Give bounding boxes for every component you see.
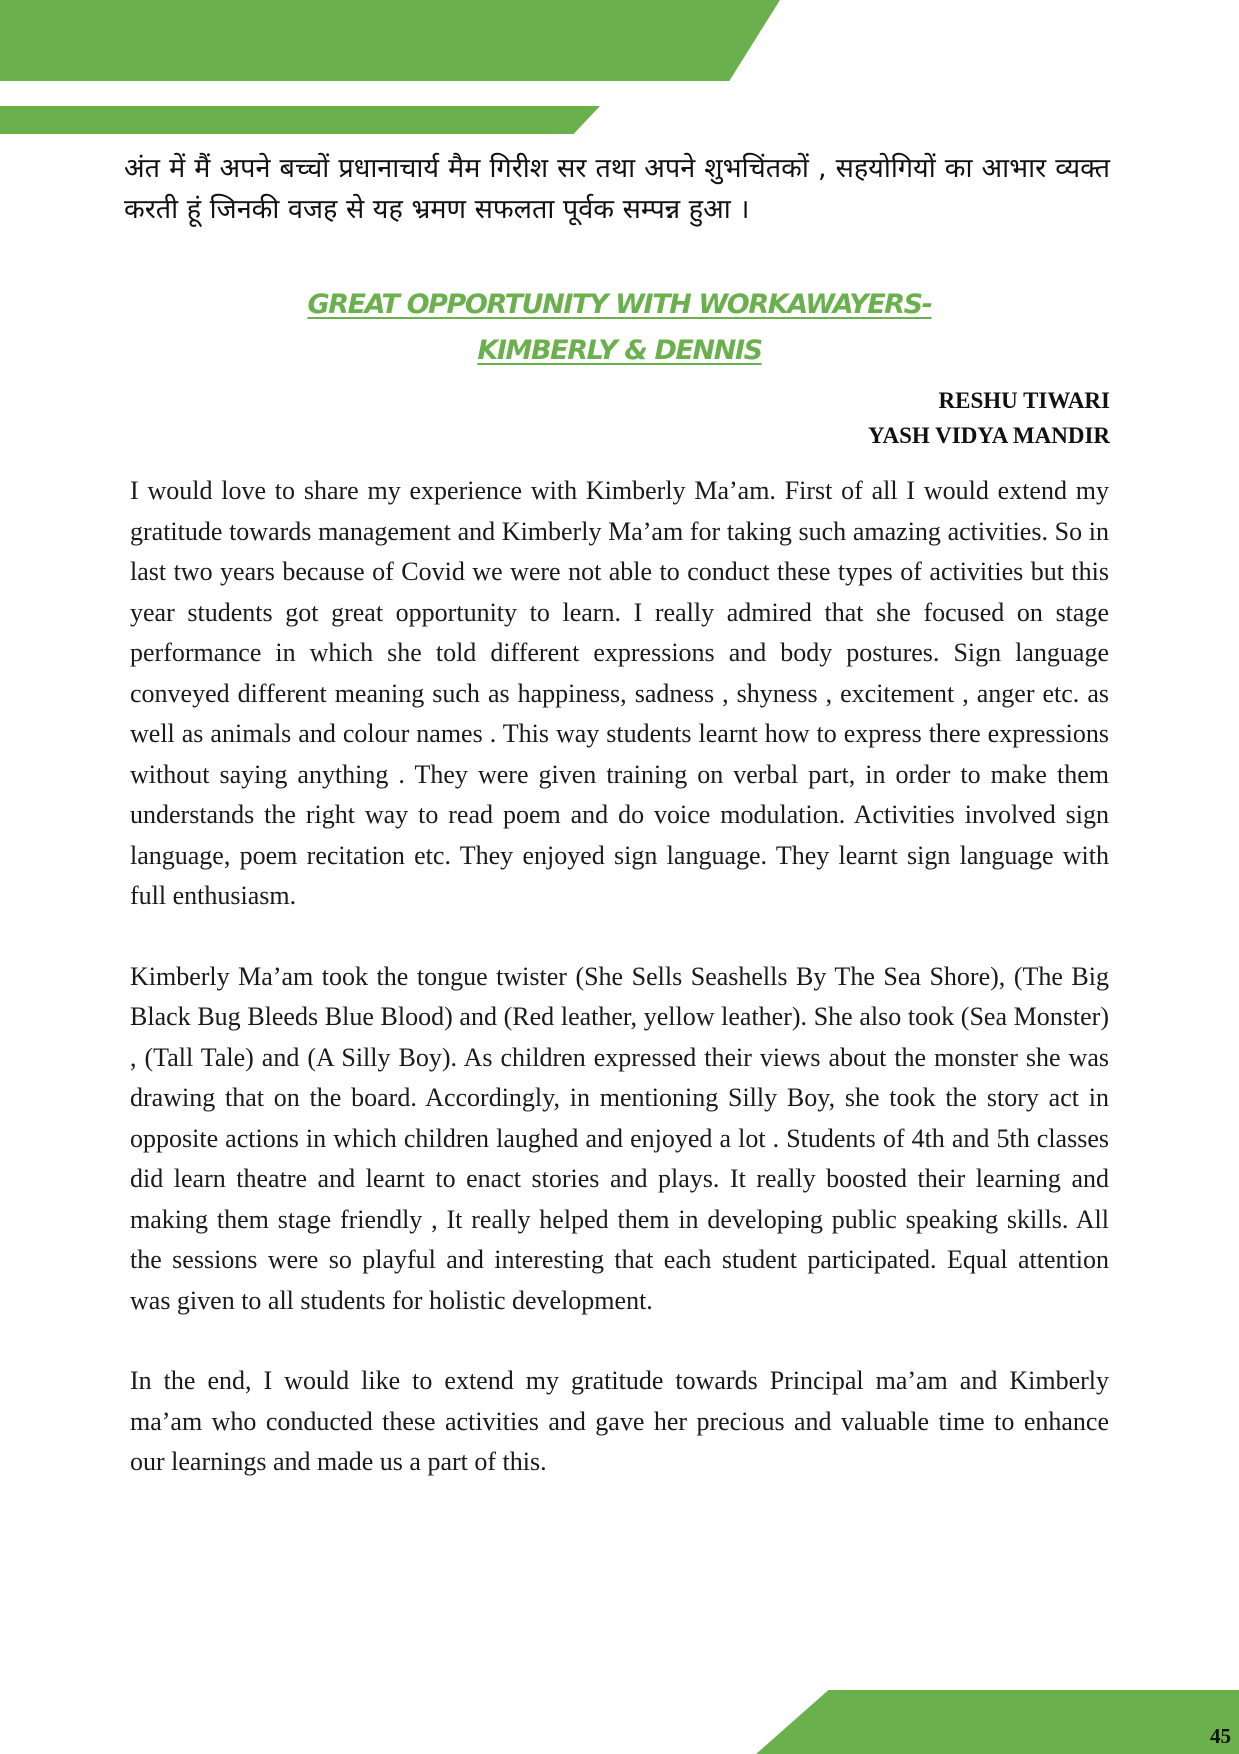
article-body xyxy=(130,471,1109,1523)
school-name: YASH VIDYA MANDIR xyxy=(868,423,1110,448)
byline xyxy=(868,383,1110,453)
author-name: RESHU TIWARI xyxy=(938,388,1110,413)
article-title xyxy=(120,282,1119,374)
footer-green-band xyxy=(756,1690,1239,1754)
article-title-line-1: GREAT OPPORTUNITY WITH WORKAWAYERS- xyxy=(307,289,932,320)
article-title-line-2: KIMBERLY & DENNIS xyxy=(477,335,762,366)
article-paragraph-2: Kimberly Ma’am took the tongue twister (She Sells Seashells By The Sea Shore), (The Big Black Bug Bleeds Blue Blood) and (Red leather, yellow leather). She also took (Sea Monster) , (Tall Tale) and (A Silly Boy). As children expressed their views about the monster she was drawing that on the board. Accordingly, in mentioning Silly Boy, she took the story act in opposite actions in which children laughed and enjoyed a lot . Students of 4th and 5th classes did learn theatre and learnt to enact stories and plays. It really boosted their learning and making them stage friendly , It really helped them in developing public speaking skills. All the sessions were so playful and interesting that each student participated. Equal attention was given to all students for holistic development. xyxy=(130,961,1109,1315)
header-green-stripe xyxy=(0,106,600,134)
article-paragraph-1: I would love to share my experience with Kimberly Ma’am. First of all I would extend my gratitude towards management and Kimberly Ma’am for taking such amazing activities. So in last two years because of Covid we were not able to conduct these types of activities but this year students got great opportunity to learn. I really admired that she focused on stage performance in which she told different expressions and body postures. Sign language conveyed different meaning such as happiness, sadness , shyness , excitement , anger etc. as well as animals and colour names . This way students learnt how to express there expressions without saying anything . They were given training on verbal part, in order to make them understands the right way to read poem and do voice modulation. Activities involved sign language, poem recitation etc. They enjoyed sign language. They learnt sign language with full enthusiasm. xyxy=(130,476,1109,910)
hindi-closing-paragraph: अंत में मैं अपने बच्चों प्रधानाचार्य मैम गिरीश सर तथा अपने शुभचिंतकों , सहयोगियों का आभार व्यक्त करती हूं जिनकी वजह से यह भ्रमण सफलता पूर्वक सम्पन्न हुआ । xyxy=(124,153,1110,225)
article-paragraph-3: In the end, I would like to extend my gratitude towards Principal ma’am and Kimberly ma’am who conducted these activities and gave her precious and valuable time to enhance our learnings and made us a part of this. xyxy=(130,1366,1109,1476)
page-number: 45 xyxy=(1210,1724,1231,1748)
header-green-band xyxy=(0,0,780,81)
